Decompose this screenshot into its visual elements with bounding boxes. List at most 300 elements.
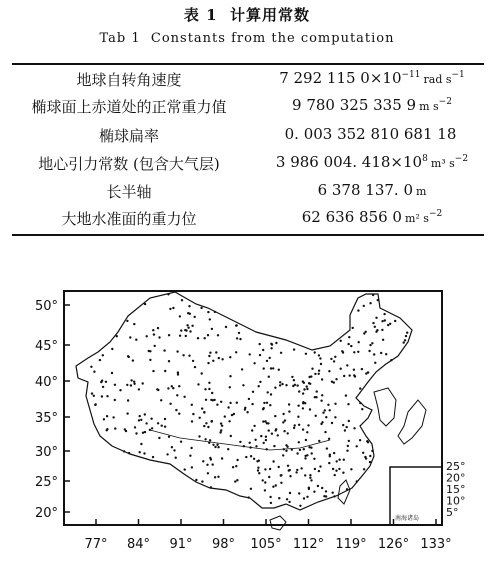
station-point — [299, 505, 301, 507]
station-point — [307, 424, 309, 426]
station-point — [394, 320, 396, 322]
station-point — [272, 367, 274, 369]
station-point — [148, 350, 150, 352]
station-point — [325, 490, 327, 492]
station-point — [253, 362, 255, 364]
station-point — [288, 469, 290, 471]
station-point — [150, 418, 152, 420]
station-point — [322, 412, 324, 414]
latitude-label: 25° — [34, 475, 58, 490]
station-point — [263, 442, 265, 444]
station-point — [126, 384, 128, 386]
station-point — [300, 467, 302, 469]
station-point — [318, 354, 320, 356]
station-point — [217, 476, 219, 478]
station-point — [93, 395, 95, 397]
station-point — [229, 386, 231, 388]
station-point — [332, 492, 334, 494]
station-point — [271, 433, 273, 435]
station-point — [164, 426, 166, 428]
station-point — [180, 441, 182, 443]
station-point — [362, 452, 364, 454]
station-point — [321, 487, 323, 489]
station-point — [264, 468, 266, 470]
station-point — [255, 445, 257, 447]
station-point — [338, 459, 340, 461]
station-point — [100, 381, 102, 383]
station-point — [296, 469, 298, 471]
station-point — [264, 489, 266, 491]
station-point — [212, 360, 214, 362]
constant-value: 3 986 004. $418\times 10^8$ m³ $s^{-2}$ — [275, 153, 469, 171]
station-point — [381, 320, 383, 322]
station-point — [346, 488, 348, 490]
station-point — [124, 428, 126, 430]
station-point — [128, 452, 130, 454]
station-point — [302, 407, 304, 409]
station-point — [184, 329, 186, 331]
station-point — [335, 470, 337, 472]
inset-latitude-labels — [446, 460, 466, 519]
station-point — [340, 368, 342, 370]
station-point — [347, 343, 349, 345]
station-point — [372, 322, 374, 324]
station-point — [114, 427, 116, 429]
station-point — [106, 395, 108, 397]
station-point — [304, 474, 306, 476]
station-point — [175, 457, 177, 459]
station-point — [262, 479, 264, 481]
station-point — [282, 413, 284, 415]
station-point — [211, 420, 213, 422]
station-point — [182, 354, 184, 356]
station-point — [205, 422, 207, 424]
station-point — [278, 466, 280, 468]
station-point — [285, 444, 287, 446]
station-point — [167, 293, 169, 295]
station-point — [356, 445, 358, 447]
station-point — [302, 380, 304, 382]
station-point — [253, 425, 255, 427]
station-point — [288, 501, 290, 503]
station-point — [208, 388, 210, 390]
station-point — [296, 452, 298, 454]
station-point — [235, 465, 237, 467]
station-point — [303, 388, 305, 390]
constant-value: 0. 003 352 810 681 18 — [284, 125, 457, 143]
station-point — [114, 399, 116, 401]
station-point — [127, 399, 129, 401]
station-point — [348, 336, 350, 338]
station-point — [263, 407, 265, 409]
station-point — [201, 407, 203, 409]
station-point — [146, 335, 148, 337]
station-point — [163, 349, 165, 351]
station-point — [126, 412, 128, 414]
station-point — [188, 355, 190, 357]
station-point — [309, 408, 311, 410]
station-point — [191, 325, 193, 327]
station-point — [338, 468, 340, 470]
station-point — [298, 424, 300, 426]
station-point — [309, 477, 311, 479]
station-point — [369, 344, 371, 346]
inset-latitude-label: 10° — [446, 494, 466, 508]
station-point — [149, 429, 151, 431]
station-point — [374, 326, 376, 328]
table-label-en: Tab 1 — [99, 31, 141, 46]
station-point — [214, 311, 216, 313]
map-figure — [0, 260, 494, 560]
station-point — [369, 461, 371, 463]
station-point — [368, 350, 370, 352]
station-point — [253, 458, 255, 460]
station-point — [179, 315, 181, 317]
station-point — [214, 476, 216, 478]
station-point — [258, 385, 260, 387]
station-point — [358, 341, 360, 343]
station-point — [207, 334, 209, 336]
station-point — [157, 327, 159, 329]
station-point — [227, 448, 229, 450]
station-point — [314, 351, 316, 353]
station-point — [209, 318, 211, 320]
station-point — [317, 485, 319, 487]
station-point — [268, 376, 270, 378]
station-point — [321, 378, 323, 380]
station-point — [280, 352, 282, 354]
station-point — [381, 329, 383, 331]
station-point — [204, 438, 206, 440]
station-point — [306, 431, 308, 433]
station-point — [309, 474, 311, 476]
station-point — [369, 455, 371, 457]
korea-outline — [374, 388, 396, 426]
station-point — [278, 369, 280, 371]
station-point — [341, 350, 343, 352]
station-point — [406, 332, 408, 334]
station-point — [197, 337, 199, 339]
station-point — [346, 426, 348, 428]
station-point — [245, 456, 247, 458]
station-point — [151, 427, 153, 429]
station-point — [157, 389, 159, 391]
station-point — [353, 427, 355, 429]
station-point — [326, 447, 328, 449]
latitude-label: 40° — [34, 375, 58, 390]
station-point — [373, 353, 375, 355]
station-points — [90, 293, 408, 507]
station-point — [204, 337, 206, 339]
station-point — [318, 373, 320, 375]
longitude-label: 133° — [420, 537, 452, 552]
station-point — [133, 323, 135, 325]
station-point — [130, 379, 132, 381]
station-point — [231, 414, 233, 416]
station-point — [268, 476, 270, 478]
station-point — [243, 445, 245, 447]
station-point — [350, 468, 352, 470]
station-point — [126, 320, 128, 322]
station-point — [302, 402, 304, 404]
station-point — [365, 331, 367, 333]
station-point — [327, 404, 329, 406]
station-point — [282, 421, 284, 423]
station-point — [308, 376, 310, 378]
station-point — [270, 367, 272, 369]
station-point — [404, 339, 406, 341]
station-point — [310, 479, 312, 481]
station-point — [140, 419, 142, 421]
station-point — [273, 445, 275, 447]
station-point — [346, 450, 348, 452]
station-point — [359, 439, 361, 441]
station-point — [342, 424, 344, 426]
station-point — [334, 403, 336, 405]
station-point — [344, 429, 346, 431]
station-point — [262, 420, 264, 422]
station-point — [356, 480, 358, 482]
station-point — [296, 384, 298, 386]
station-point — [336, 460, 338, 462]
station-point — [304, 457, 306, 459]
station-point — [149, 359, 151, 361]
station-point — [217, 446, 219, 448]
station-point — [105, 381, 107, 383]
station-point — [353, 351, 355, 353]
station-point — [348, 440, 350, 442]
longitude-label: 112° — [292, 537, 325, 552]
station-point — [129, 336, 131, 338]
station-point — [324, 409, 326, 411]
latitude-label: 50° — [34, 299, 58, 314]
station-point — [299, 449, 301, 451]
station-point — [184, 468, 186, 470]
latitude-label: 45° — [34, 339, 58, 354]
longitude-label: 105° — [250, 537, 282, 552]
station-point — [283, 448, 285, 450]
inset-latitude-label: 15° — [446, 483, 466, 496]
station-point — [218, 357, 220, 359]
station-point — [267, 391, 269, 393]
station-point — [343, 375, 345, 377]
station-point — [302, 428, 304, 430]
station-point — [285, 384, 287, 386]
station-point — [116, 335, 118, 337]
station-point — [102, 386, 104, 388]
constant-name: 长半轴 — [106, 183, 152, 201]
station-point — [173, 449, 175, 451]
station-point — [275, 342, 277, 344]
station-point — [269, 468, 271, 470]
station-point — [280, 474, 282, 476]
station-point — [375, 317, 377, 319]
station-point — [330, 358, 332, 360]
station-point — [217, 334, 219, 336]
station-point — [114, 384, 116, 386]
longitude-labels — [84, 519, 451, 552]
station-point — [91, 392, 93, 394]
station-point — [236, 337, 238, 339]
station-point — [347, 403, 349, 405]
station-point — [266, 448, 268, 450]
station-point — [371, 450, 373, 452]
station-point — [239, 338, 241, 340]
station-point — [111, 348, 113, 350]
station-point — [189, 330, 191, 332]
station-point — [272, 486, 274, 488]
station-point — [221, 457, 223, 459]
station-point — [209, 439, 211, 441]
station-point — [287, 432, 289, 434]
station-point — [153, 333, 155, 335]
station-point — [93, 371, 95, 373]
constant-name: 地球自转角速度 — [76, 71, 182, 89]
station-point — [277, 434, 279, 436]
station-point — [387, 324, 389, 326]
station-point — [207, 362, 209, 364]
latitude-label: 35° — [34, 411, 58, 426]
station-point — [275, 484, 277, 486]
station-point — [175, 409, 177, 411]
station-point — [152, 370, 154, 372]
latitude-label: 30° — [34, 445, 58, 460]
station-point — [154, 345, 156, 347]
inset-latitude-label: 25° — [446, 460, 466, 473]
station-point — [318, 470, 320, 472]
station-point — [138, 388, 140, 390]
station-point — [265, 439, 267, 441]
station-point — [144, 413, 146, 415]
station-point — [365, 457, 367, 459]
station-point — [328, 438, 330, 440]
station-point — [278, 497, 280, 499]
latitude-label: 20° — [34, 506, 58, 521]
table-title-en: Constants from the computation — [150, 31, 395, 46]
station-point — [342, 472, 344, 474]
constant-value: 62 636 856 0 m² $s^{-2}$ — [301, 208, 443, 226]
station-point — [320, 423, 322, 425]
station-point — [266, 422, 268, 424]
station-point — [367, 371, 369, 373]
yangtze-river — [150, 430, 330, 450]
station-point — [357, 309, 359, 311]
table-row — [0, 208, 494, 232]
station-point — [211, 328, 213, 330]
station-point — [319, 465, 321, 467]
station-point — [181, 299, 183, 301]
station-point — [128, 356, 130, 358]
station-point — [249, 446, 251, 448]
station-point — [281, 383, 283, 385]
station-point — [293, 348, 295, 350]
station-point — [191, 404, 193, 406]
station-point — [232, 466, 234, 468]
station-point — [191, 420, 193, 422]
station-point — [348, 420, 350, 422]
station-point — [211, 392, 213, 394]
station-point — [259, 343, 261, 345]
station-point — [208, 442, 210, 444]
station-point — [138, 419, 140, 421]
station-point — [160, 399, 162, 401]
station-point — [229, 402, 231, 404]
longitude-label: 84° — [126, 537, 151, 552]
table-caption-cn — [0, 4, 494, 25]
station-point — [316, 390, 318, 392]
station-point — [123, 450, 125, 452]
station-map — [0, 260, 494, 560]
station-point — [263, 402, 265, 404]
station-point — [302, 392, 304, 394]
station-point — [319, 357, 321, 359]
station-point — [297, 405, 299, 407]
station-point — [298, 390, 300, 392]
station-point — [321, 394, 323, 396]
station-point — [158, 437, 160, 439]
constant-value: 9 780 325 335 9 m $s^{-2}$ — [292, 96, 452, 114]
station-point — [229, 356, 231, 358]
station-point — [268, 429, 270, 431]
station-point — [208, 382, 210, 384]
station-point — [257, 467, 259, 469]
station-point — [325, 416, 327, 418]
station-point — [280, 482, 282, 484]
station-point — [390, 359, 392, 361]
station-point — [119, 389, 121, 391]
table-bottom-rule — [12, 234, 484, 236]
hainan-outline — [270, 516, 286, 530]
table-top-rule — [12, 63, 484, 65]
station-point — [185, 335, 187, 337]
station-point — [269, 404, 271, 406]
station-point — [168, 334, 170, 336]
station-point — [135, 339, 137, 341]
station-point — [176, 350, 178, 352]
station-point — [168, 360, 170, 362]
station-point — [102, 354, 104, 356]
station-point — [250, 488, 252, 490]
station-point — [289, 492, 291, 494]
station-point — [384, 319, 386, 321]
station-point — [152, 456, 154, 458]
station-point — [380, 352, 382, 354]
station-point — [363, 305, 365, 307]
constant-name: 大地水准面的重力位 — [61, 210, 197, 228]
station-point — [269, 496, 271, 498]
station-point — [333, 452, 335, 454]
constant-value: 6 378 137. 0 m — [317, 181, 427, 199]
station-point — [318, 370, 320, 372]
station-point — [213, 399, 215, 401]
station-point — [168, 436, 170, 438]
station-point — [334, 474, 336, 476]
station-point — [340, 340, 342, 342]
station-point — [346, 364, 348, 366]
station-point — [180, 329, 182, 331]
station-point — [270, 347, 272, 349]
station-point — [264, 481, 266, 483]
station-point — [187, 312, 189, 314]
station-point — [275, 429, 277, 431]
station-point — [279, 384, 281, 386]
japan-outline — [398, 400, 426, 444]
station-point — [241, 368, 243, 370]
station-point — [221, 358, 223, 360]
station-point — [291, 449, 293, 451]
station-point — [169, 403, 171, 405]
station-point — [152, 329, 154, 331]
